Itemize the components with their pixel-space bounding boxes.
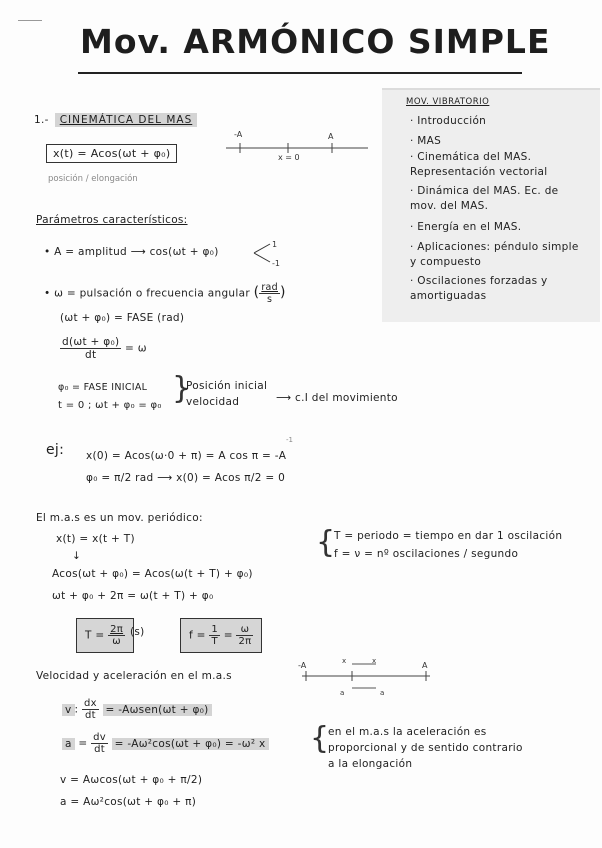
cos-range-arrows <box>252 238 286 268</box>
x-mark-2: x <box>372 657 377 665</box>
initial-velocity-label: velocidad <box>186 396 240 408</box>
acceleration-note-1: en el m.a.s la aceleración es <box>328 726 487 738</box>
example-mark: -1 <box>286 436 293 444</box>
x-mark: x <box>342 657 347 665</box>
initial-phase-t0: t = 0 ; ωt + φ₀ = φ₀ <box>58 400 162 411</box>
period-definitions-brace: { <box>316 525 336 560</box>
cos-upper-bound: 1 <box>272 240 278 249</box>
phase-derivative: $\frac{\text{d(ωt + φ₀)}}{dt}$ = ω <box>62 336 147 361</box>
periodic-heading: El m.a.s es un mov. periódico: <box>36 512 203 524</box>
axis-label-right: A <box>328 132 334 141</box>
amplitude-line: • A = amplitud ⟶ cos(ωt + φ₀) <box>44 246 219 258</box>
acceleration-alt-form: a = Aω²cos(ωt + φ₀ + π) <box>60 796 197 808</box>
axis-label-center: x = 0 <box>278 153 300 162</box>
acceleration-note-2: proporcional y de sentido contrario <box>328 742 523 754</box>
upper-arrow <box>254 244 270 253</box>
topic-index-item: · Oscilaciones forzadas y amortiguadas <box>410 275 548 302</box>
position-note: posición / elongación <box>48 174 138 184</box>
section-title: CINEMÁTICA DEL MAS <box>55 113 198 127</box>
periodic-line-1: x(t) = x(t + T) <box>56 533 135 545</box>
acceleration-note-brace: { <box>310 721 330 756</box>
parameters-heading: Parámetros característicos: <box>36 214 188 226</box>
a-mark-2: a <box>380 689 385 697</box>
velocity-equation: v : $\frac{dx}{dt}$ = -Aωsen(ωt + φ₀) <box>62 698 212 721</box>
initial-position-label: Posición inicial <box>186 380 268 392</box>
frequency-definition: f = ν = nº oscilaciones / segundo <box>334 548 519 560</box>
corner-mark <box>18 20 42 21</box>
title-underline <box>78 72 522 74</box>
topic-index-item: · Introducción <box>410 115 487 127</box>
velocity-heading: Velocidad y aceleración en el m.a.s <box>36 670 232 682</box>
oscillation-axis-diagram <box>222 128 372 162</box>
acceleration-equation: a = $\frac{dv}{dt}$ = -Aω²cos(ωt + φ₀) = -ω² x <box>62 732 269 755</box>
acceleration-note-3: a la elongación <box>328 758 413 770</box>
periodic-line-3: ωt + φ₀ + 2π = ω(t + T) + φ₀ <box>52 590 214 602</box>
example-line-2: φ₀ = π/2 rad ⟶ x(0) = Acos π/2 = 0 <box>86 472 286 484</box>
omega-line: • ω = pulsación o frecuencia angular ( $\frac{\text{rad}}{s}$ ) <box>44 282 286 305</box>
position-equation: x(t) = Acos(ωt + φ₀) <box>46 144 177 163</box>
period-formula-box: T = $\frac{2\pi}{\omega}$ <box>76 618 134 653</box>
example-label: ej: <box>46 442 65 458</box>
period-unit: (s) <box>130 626 145 638</box>
section-number: 1.- <box>34 114 49 126</box>
periodic-arrow: ↓ <box>72 550 82 562</box>
topic-index-heading: MOV. VIBRATORIO <box>406 97 490 107</box>
cos-lower-bound: -1 <box>272 259 280 268</box>
section-heading <box>34 114 197 126</box>
a-mark: a <box>340 689 345 697</box>
topic-index-item: · Energía en el MAS. <box>410 221 522 233</box>
topic-index-item: · Aplicaciones: péndulo simple y compuesto <box>410 241 579 268</box>
example-line-1: x(0) = Acos(ω·0 + π) = A cos π = -A <box>86 450 287 462</box>
lower-arrow <box>254 253 270 262</box>
velocity-alt-form: v = Aωcos(ωt + φ₀ + π/2) <box>60 774 203 786</box>
vector-label-right: A <box>422 661 428 670</box>
axis-label-left: -A <box>234 130 243 139</box>
topic-index-item: · MAS <box>410 135 442 147</box>
periodic-line-2: Acos(ωt + φ₀) = Acos(ω(t + T) + φ₀) <box>52 568 253 580</box>
initial-conditions-brace: } <box>172 371 192 406</box>
topic-index-item: · Cinemática del MAS. Representación vectorial <box>410 151 548 178</box>
initial-conditions-result: ⟶ c.I del movimiento <box>276 392 398 404</box>
page-title: Mov. ARMÓNICO SIMPLE <box>80 22 551 61</box>
topic-index-item: · Dinámica del MAS. Ec. de mov. del MAS. <box>410 185 559 212</box>
frequency-formula-box: f = $\frac{1}{T}$ = $\frac{\omega}{2\pi}$ <box>180 618 262 653</box>
initial-phase-def: φ₀ = FASE INICIAL <box>58 382 148 393</box>
phase-line: (ωt + φ₀) = FASE (rad) <box>60 312 185 324</box>
period-definition: T = periodo = tiempo en dar 1 oscilación <box>334 530 563 542</box>
vector-axis-diagram <box>296 654 436 698</box>
vector-label-left: -A <box>298 661 307 670</box>
